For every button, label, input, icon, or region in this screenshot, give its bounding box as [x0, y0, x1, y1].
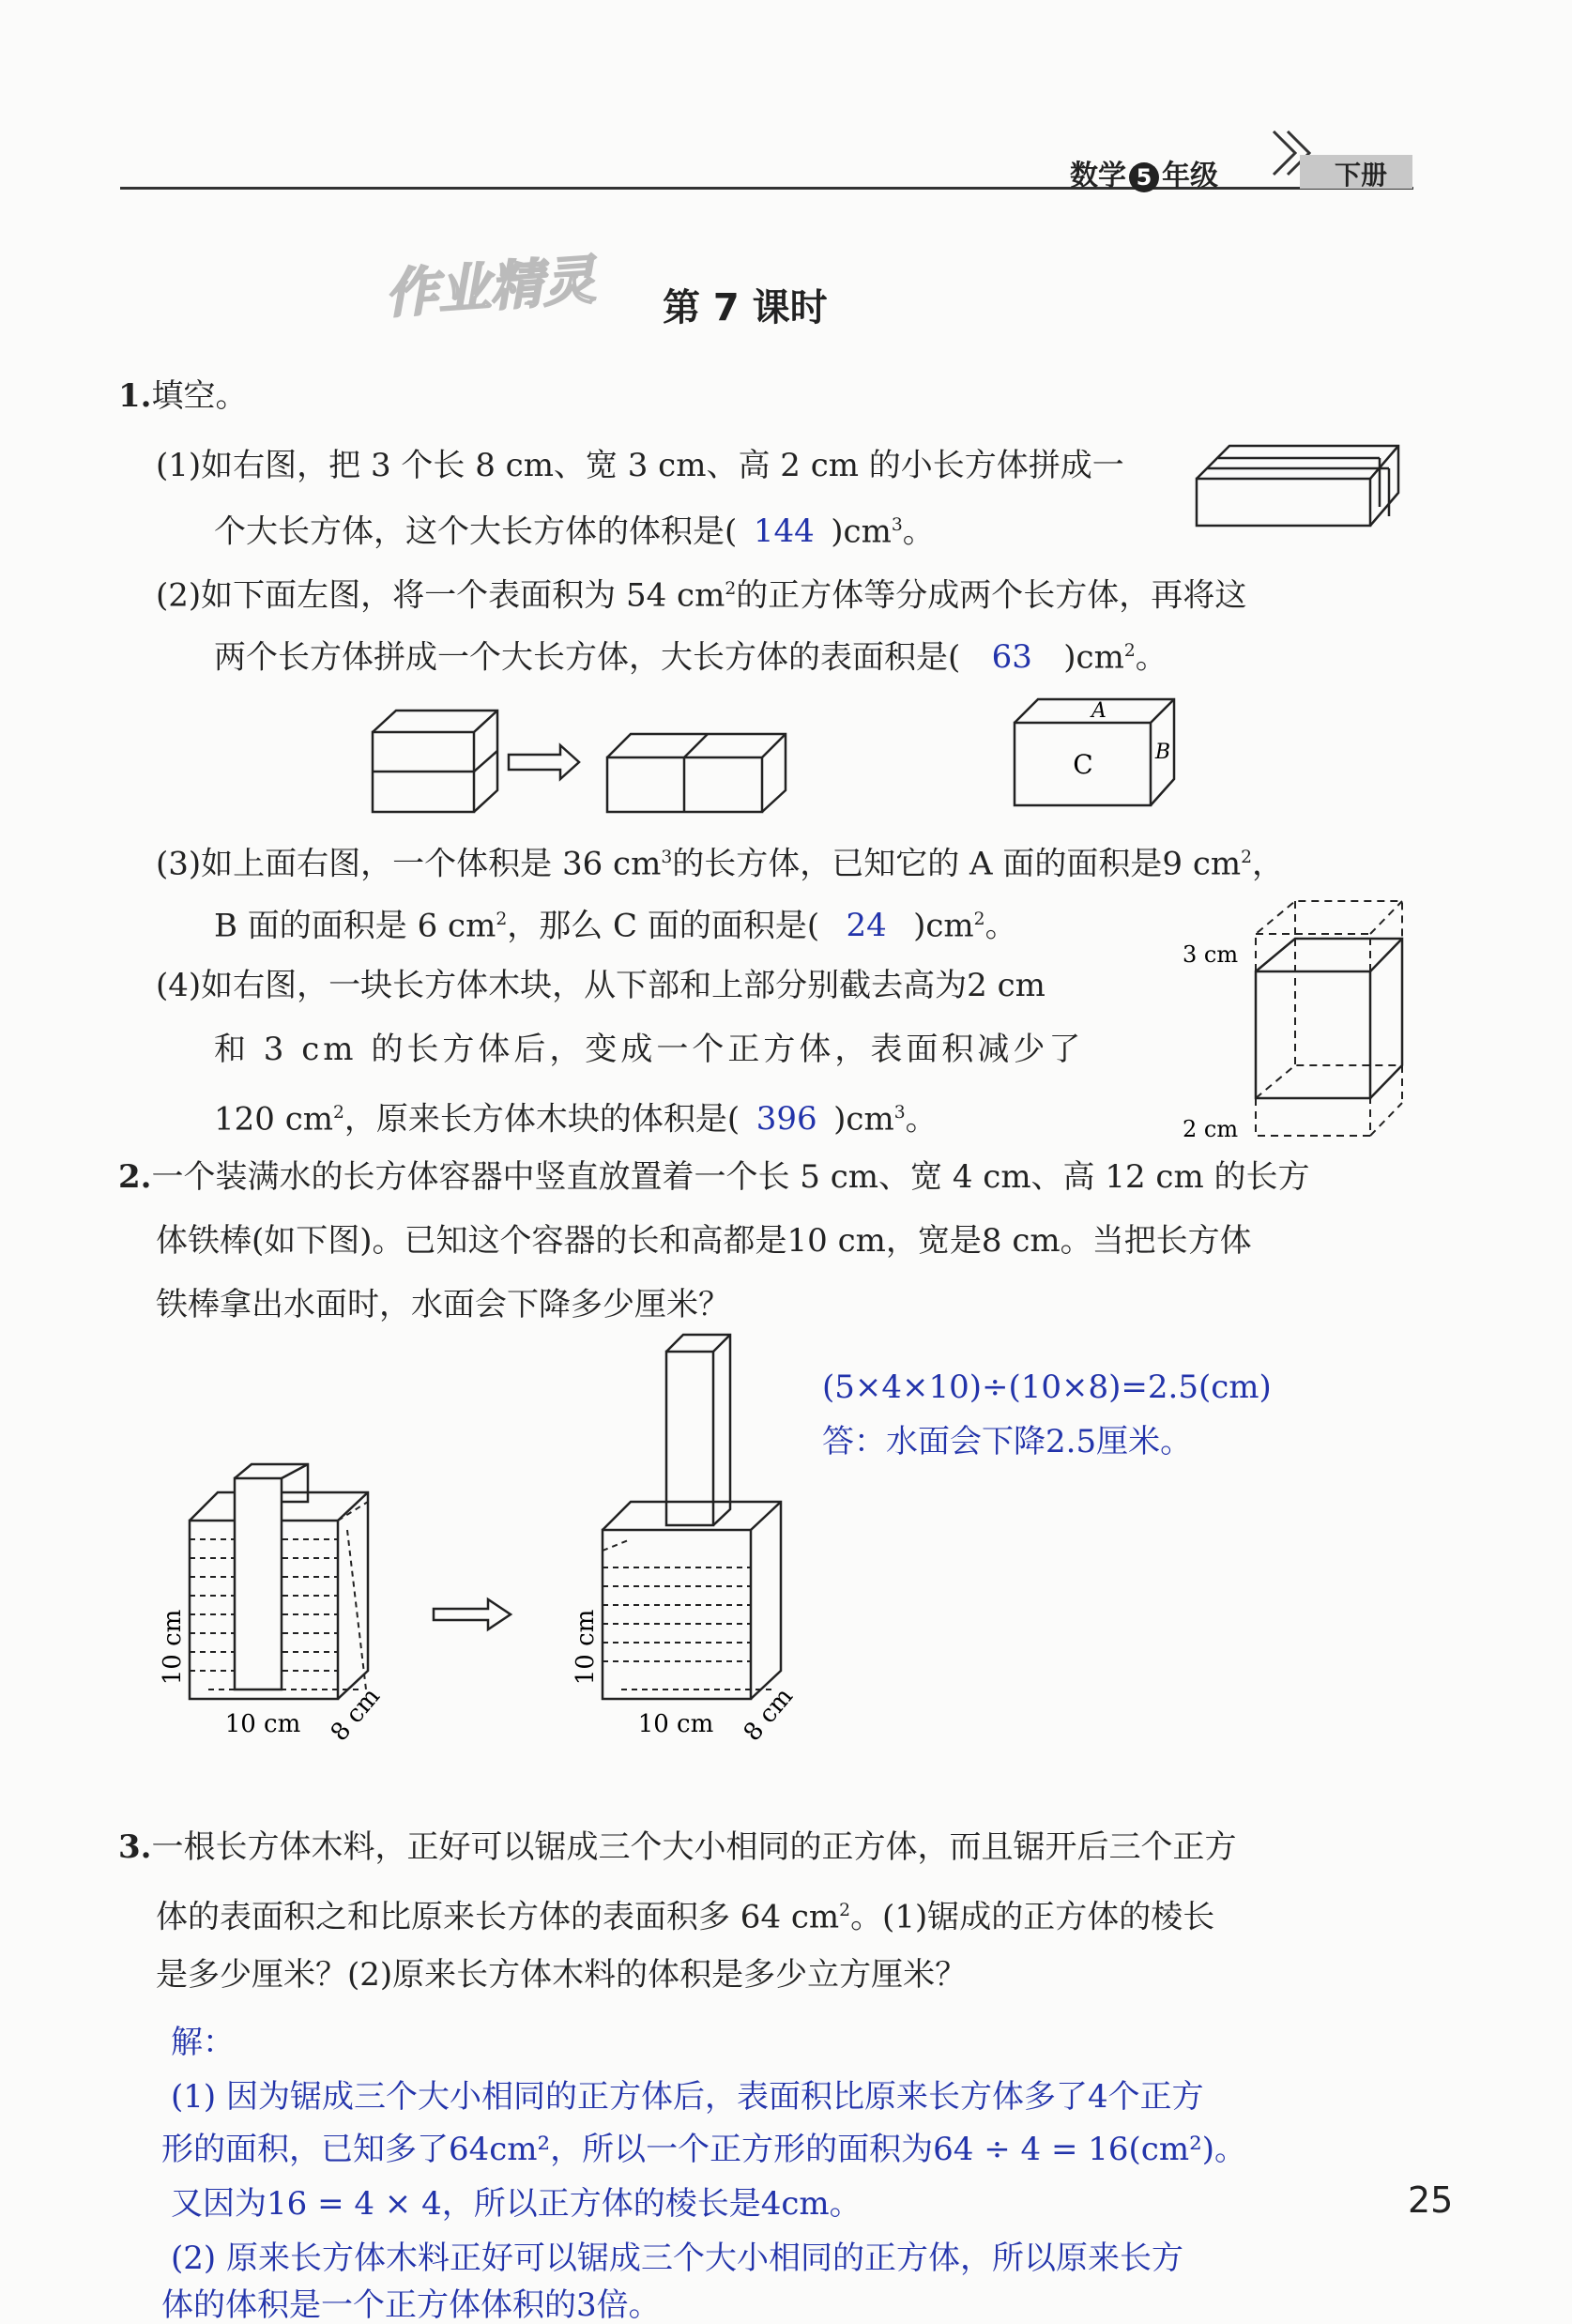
q3-line3: 是多少厘米？(2)原来长方体木料的体积是多少立方厘米？: [156, 1956, 968, 1994]
q2-answer-text: 答：水面会下降2.5厘米。: [822, 1423, 1193, 1460]
face-a-label: A: [1091, 699, 1107, 723]
q1-p1-line1: (1)如右图，把 3 个长 8 cm、宽 3 cm、高 2 cm 的小长方体拼成一: [156, 447, 1124, 484]
q1-p2-answer: 63: [991, 638, 1032, 677]
q2-answer-formula: (5×4×10)÷(10×8)=2.5(cm): [822, 1368, 1272, 1406]
q3-solution-2b: 体的体积是一个正方体体积的3倍。: [161, 2286, 661, 2324]
q3-line2: 体的表面积之和比原来长方体的表面积多 64 $cm^2$。(1)锯成的正方体的棱长: [156, 1898, 1215, 1936]
q3-line1: 3.一根长方体木料，正好可以锯成三个大小相同的正方体，而且锯开后三个正方: [118, 1828, 1237, 1866]
before-length-label: 10 cm: [224, 1710, 301, 1738]
q1-heading: [118, 377, 248, 415]
q3-solution-1c: 又因为16 = 4 × 4，所以正方体的棱长是4cm。: [171, 2185, 862, 2223]
q1-number: 1.: [118, 377, 152, 415]
before-height-label: 10 cm: [159, 1609, 187, 1686]
fig-water-container-before: [150, 1474, 413, 1746]
fig-cut-block: [1181, 925, 1406, 1140]
face-b-label: B: [1154, 741, 1171, 764]
q1-p3-line2: B 面的面积是 6 $cm^2$，那么 C 面的面积是( 24 )$cm^2$。: [214, 907, 1017, 945]
page-header: [0, 0, 1572, 197]
q2-line2: 体铁棒(如下图)。已知这个容器的长和高都是10 cm，宽是8 cm。当把长方体: [156, 1222, 1252, 1260]
q2-line1: 2.一个装满水的长方体容器中竖直放置着一个长 5 cm、宽 4 cm、高 12 cm 的长方: [118, 1158, 1310, 1196]
lesson-title: 第 7 课时: [663, 286, 828, 329]
q1-p4-answer: 396: [755, 1100, 817, 1139]
q3-solution-1b: 形的面积，已知多了64cm²，所以一个正方形的面积为64 ÷ 4 = 16(cm²)。: [161, 2131, 1246, 2168]
before-width-label: 8 cm: [325, 1682, 386, 1748]
fig-box-abc: [1010, 695, 1183, 812]
fig-cube-split: [368, 706, 800, 818]
q1-p3-answer: 24: [846, 907, 887, 945]
face-c-label: C: [1073, 749, 1093, 780]
arrow-right-icon: [430, 1596, 514, 1633]
fig-water-container-after: [563, 1342, 835, 1746]
after-width-label: 8 cm: [738, 1682, 799, 1748]
cut-top-label: 3 cm: [1183, 941, 1239, 968]
after-height-label: 10 cm: [572, 1609, 600, 1686]
q1-p1-answer: 144: [753, 512, 815, 551]
header-subject: 数学 5 年级: [1070, 160, 1218, 192]
after-length-label: 10 cm: [637, 1710, 714, 1738]
q1-p4-line2: 和 3 cm 的长方体后，变成一个正方体，表面积减少了: [214, 1031, 1085, 1068]
header-volume: 下册: [1335, 160, 1388, 191]
q1-p1-line2: 个大长方体，这个大长方体的体积是( 144 )$cm^3$。: [214, 512, 935, 551]
q3-solution-2a: (2) 原来长方体木料正好可以锯成三个大小相同的正方体，所以原来长方: [171, 2240, 1183, 2277]
cut-bottom-label: 2 cm: [1183, 1116, 1239, 1142]
q2-line3: 铁棒拿出水面时，水面会下降多少厘米？: [156, 1286, 730, 1323]
q1-p2-line1: (2)如下面左图，将一个表面积为 54 $cm^2$的正方体等分成两个长方体，再将这: [156, 576, 1247, 615]
q1-p3-line1: (3)如上面右图，一个体积是 36 $cm^3$的长方体，已知它的 A 面的面积是9 $cm^2$，: [156, 845, 1284, 883]
q1-p4-line1: (4)如右图，一块长方体木块，从下部和上部分别截去高为2 cm: [156, 967, 1045, 1004]
q1-title: 填空。: [151, 377, 248, 415]
grade-badge: 5: [1129, 162, 1159, 192]
q3-solution-label: 解：: [171, 2024, 235, 2061]
fig-three-blocks: [1192, 441, 1403, 530]
q1-p2-line2: 两个长方体拼成一个大长方体，大长方体的表面积是( 63 )$cm^2$。: [214, 638, 1168, 677]
q3-solution-1a: (1) 因为锯成三个大小相同的正方体后，表面积比原来长方体多了4个正方: [171, 2078, 1204, 2116]
header-rule: [120, 187, 1413, 190]
watermark-logo: 作业精灵: [383, 250, 598, 326]
q1-p4-line3: 120 $cm^2$，原来长方体木块的体积是( 396 )$cm^3$。: [214, 1100, 938, 1139]
page-number: 25: [1408, 2179, 1454, 2221]
